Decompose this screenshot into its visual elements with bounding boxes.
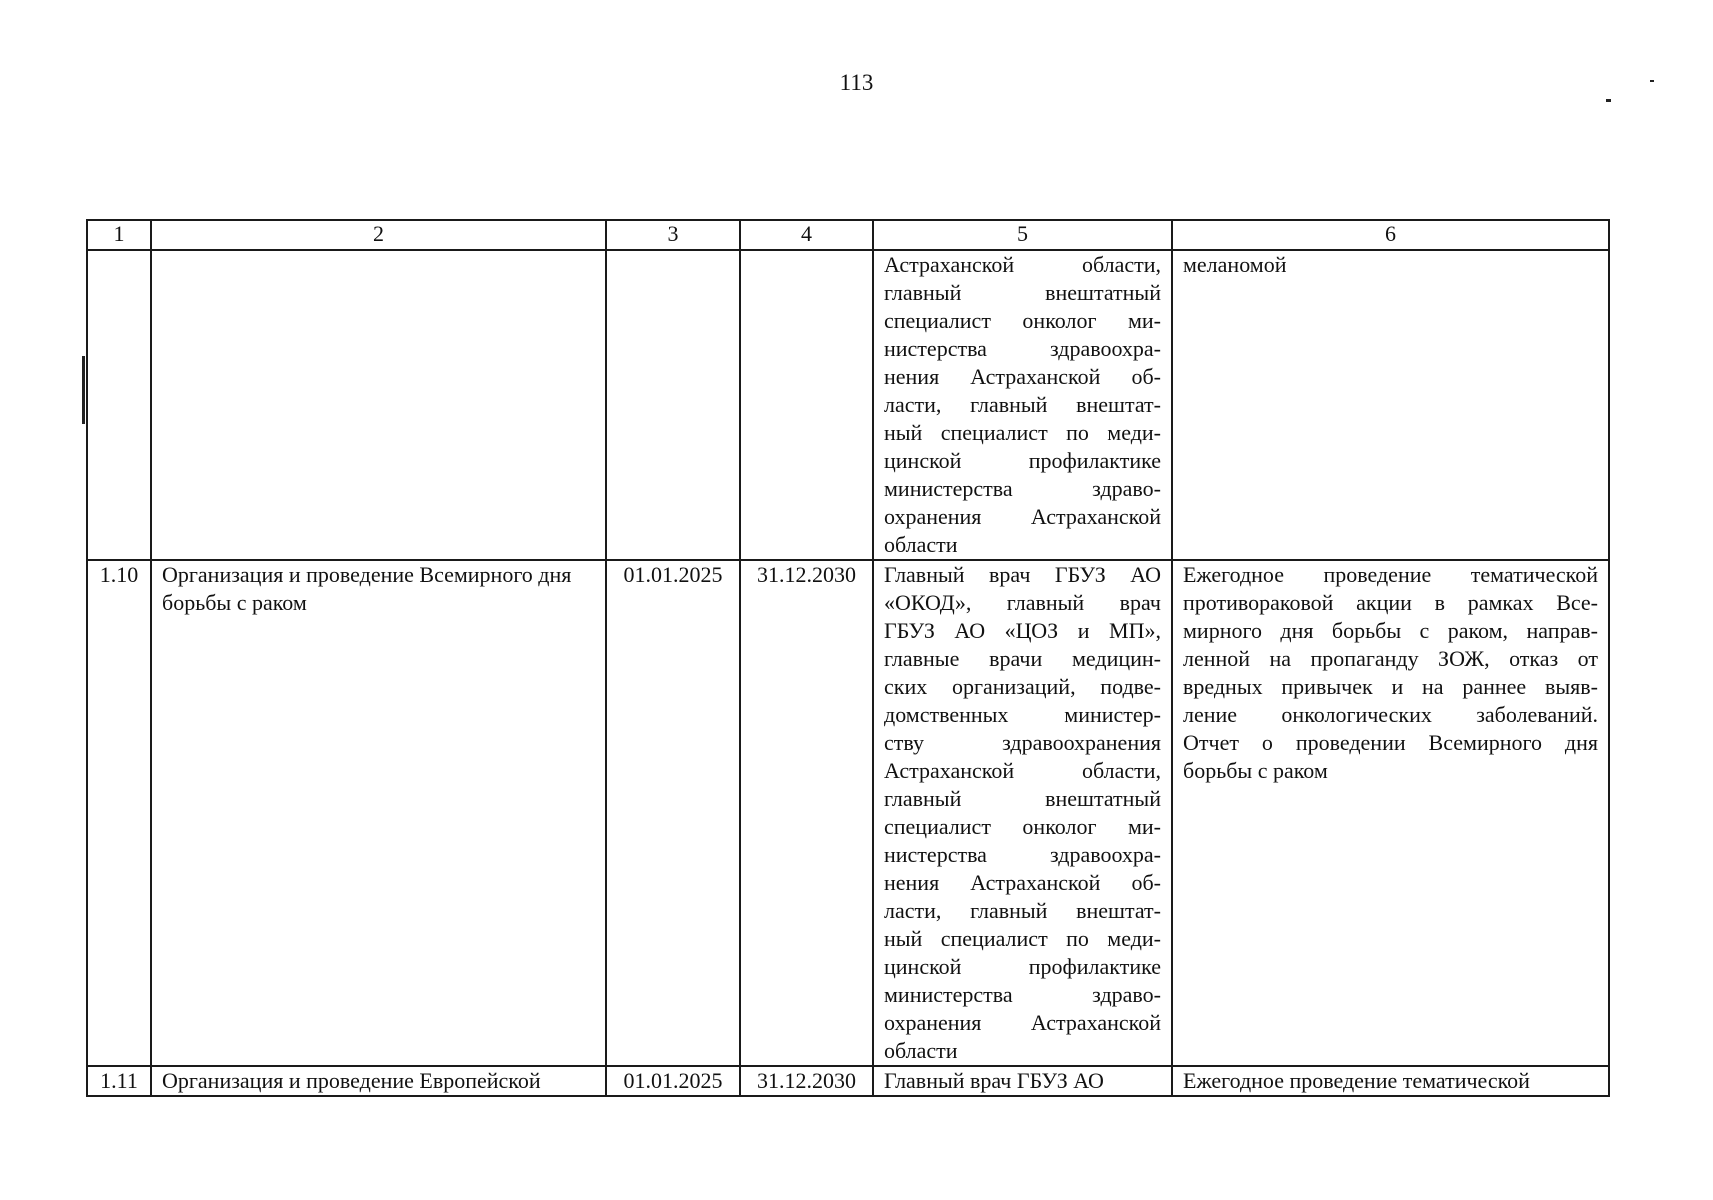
item-number: 1.11 xyxy=(87,1066,151,1096)
table-row xyxy=(87,250,1609,560)
scan-speck xyxy=(1650,80,1654,82)
text-line: цинской профилактике xyxy=(884,954,1161,979)
text-line: специалист онколог ми- xyxy=(884,308,1161,333)
text-line: «ОКОД», главный врач xyxy=(884,590,1161,615)
text-line: ских организаций, подве- xyxy=(884,674,1161,699)
responsible-cell xyxy=(873,560,1172,1066)
result-cell xyxy=(1172,560,1609,1066)
text-line: ление онкологических заболеваний. xyxy=(1183,702,1598,727)
text-line: Главный врач ГБУЗ АО xyxy=(884,1068,1104,1093)
column-number: 6 xyxy=(1172,220,1609,250)
text-line: ласти, главный внештат- xyxy=(884,898,1161,923)
text-line: ленной на пропаганду ЗОЖ, отказ от xyxy=(1183,646,1598,671)
item-title: Организация и проведение Европейской xyxy=(151,1066,606,1096)
text-line: области xyxy=(884,1038,958,1063)
column-numbers-row xyxy=(87,220,1609,250)
text-line: нистерства здравоохра- xyxy=(884,842,1161,867)
page-number: 113 xyxy=(839,70,874,95)
scan-margin-line xyxy=(82,356,85,424)
result-cell xyxy=(1172,250,1609,560)
text-line: министерства здраво- xyxy=(884,476,1161,501)
end-date xyxy=(740,250,873,560)
column-number: 3 xyxy=(606,220,740,250)
column-number: 2 xyxy=(151,220,606,250)
column-number: 5 xyxy=(873,220,1172,250)
text-line: нения Астраханской об- xyxy=(884,870,1161,895)
responsible-cell xyxy=(873,1066,1172,1096)
text-line: ству здравоохранения xyxy=(884,730,1161,755)
text-line: ный специалист по меди- xyxy=(884,926,1161,951)
text-line: нения Астраханской об- xyxy=(884,364,1161,389)
item-title xyxy=(151,250,606,560)
text-line: меланомой xyxy=(1183,252,1287,277)
text-line: главный внештатный xyxy=(884,280,1161,305)
text-line: ный специалист по меди- xyxy=(884,420,1161,445)
text-line: домственных министер- xyxy=(884,702,1161,727)
text-line: мирного дня борьбы с раком, направ- xyxy=(1183,618,1598,643)
start-date xyxy=(606,250,740,560)
table-row xyxy=(87,1066,1609,1096)
start-date: 01.01.2025 xyxy=(606,1066,740,1096)
text-line: охранения Астраханской xyxy=(884,504,1161,529)
text-line: Астраханской области, xyxy=(884,252,1161,277)
text-line: специалист онколог ми- xyxy=(884,814,1161,839)
text-line: нистерства здравоохра- xyxy=(884,336,1161,361)
end-date: 31.12.2030 xyxy=(740,560,873,1066)
text-line: Ежегодное проведение тематической xyxy=(1183,562,1598,587)
text-line: Ежегодное проведение тематической xyxy=(1183,1068,1530,1093)
end-date: 31.12.2030 xyxy=(740,1066,873,1096)
text-line: борьбы с раком xyxy=(1183,758,1328,783)
measures-table xyxy=(86,219,1610,1097)
start-date: 01.01.2025 xyxy=(606,560,740,1066)
column-number: 4 xyxy=(740,220,873,250)
item-title: Организация и проведение Всемирного дня борьбы с раком xyxy=(151,560,606,1066)
text-line: вредных привычек и на раннее выяв- xyxy=(1183,674,1598,699)
result-cell xyxy=(1172,1066,1609,1096)
column-number: 1 xyxy=(87,220,151,250)
text-line: министерства здраво- xyxy=(884,982,1161,1007)
text-line: ГБУЗ АО «ЦОЗ и МП», xyxy=(884,618,1161,643)
text-line: области xyxy=(884,532,958,557)
text-line: ласти, главный внештат- xyxy=(884,392,1161,417)
scan-speck xyxy=(1606,99,1611,102)
text-line: главный внештатный xyxy=(884,786,1161,811)
text-line: Астраханской области, xyxy=(884,758,1161,783)
text-line: Отчет о проведении Всемирного дня xyxy=(1183,730,1598,755)
item-number: 1.10 xyxy=(87,560,151,1066)
text-line: главные врачи медицин- xyxy=(884,646,1161,671)
text-line: охранения Астраханской xyxy=(884,1010,1161,1035)
item-number xyxy=(87,250,151,560)
text-line: цинской профилактике xyxy=(884,448,1161,473)
table-row xyxy=(87,560,1609,1066)
responsible-cell xyxy=(873,250,1172,560)
text-line: Главный врач ГБУЗ АО xyxy=(884,562,1161,587)
text-line: противораковой акции в рамках Все- xyxy=(1183,590,1598,615)
